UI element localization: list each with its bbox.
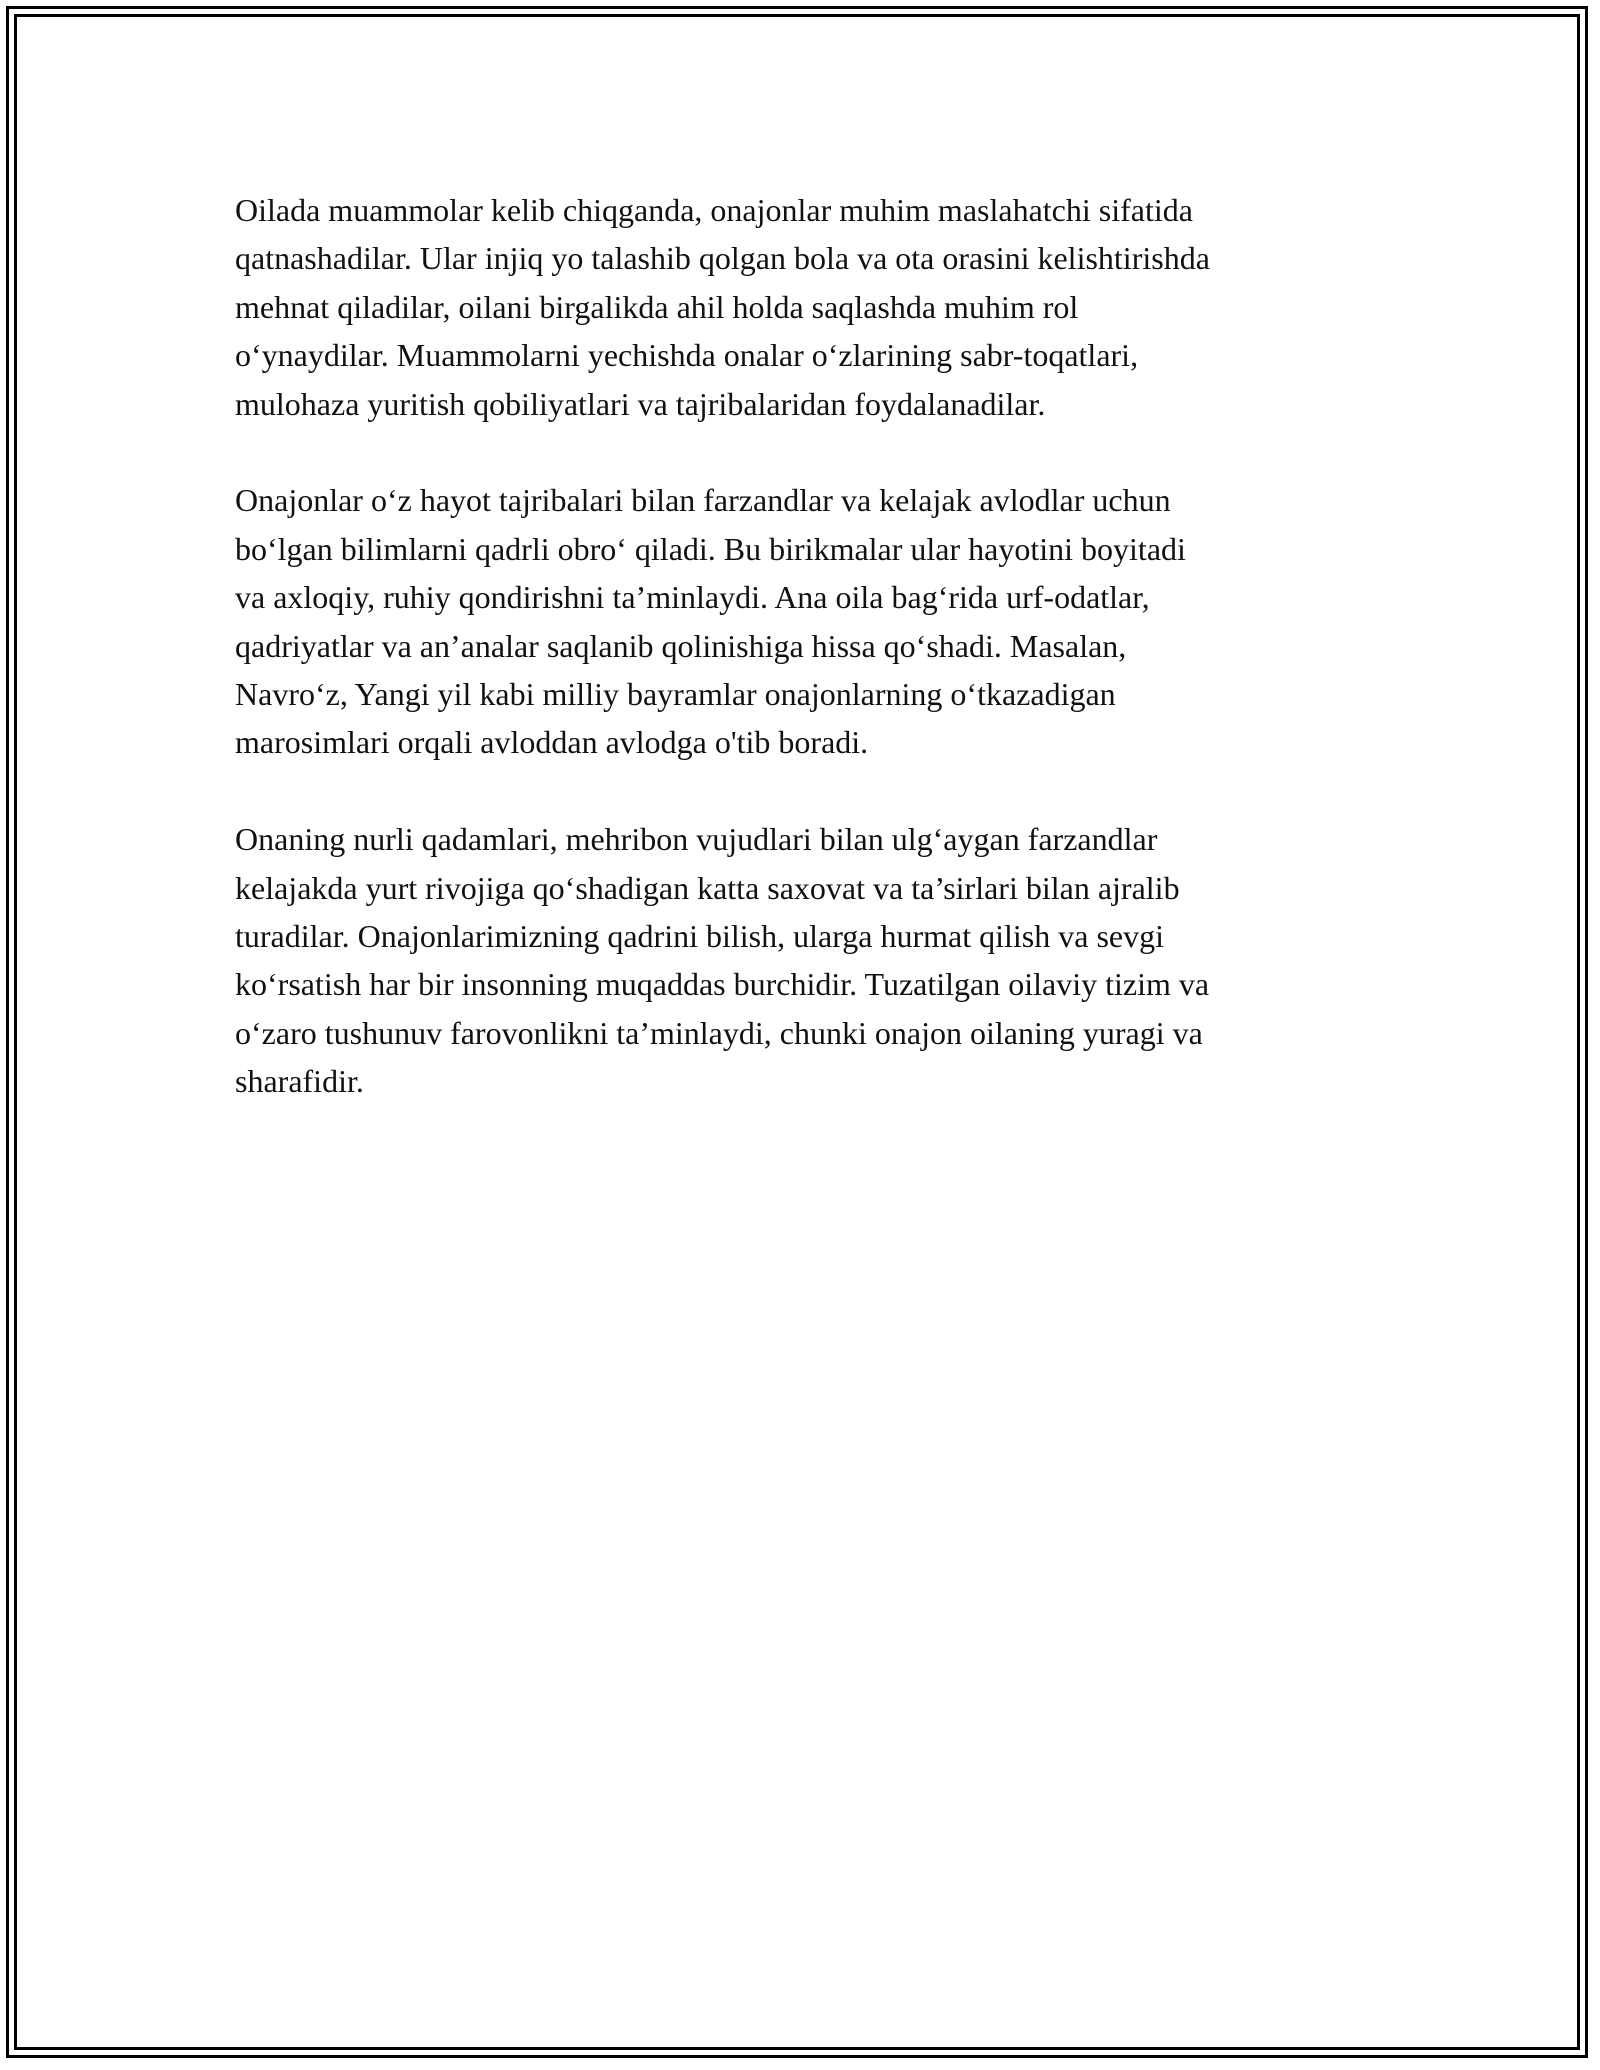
document-body bbox=[235, 186, 1365, 1154]
paragraph-2: Onajonlar o‘z hayot tajribalari bilan farzandlar va kelajak avlodlar uchun bo‘lgan bilimlarni qadrli obro‘ qiladi. Bu birikmalar ular hayotini boyitadi va axloqiy, ruhiy qondirishni ta’minlaydi. Ana oila bag‘rida urf-odatlar, qadriyatlar va an’analar saqlanib qolinishiga hissa qo‘shadi. Masalan, Navro‘z, Yangi yil kabi milliy bayramlar onajonlarning o‘tkazadigan marosimlari orqali avloddan avlodga o'tib boradi. bbox=[235, 482, 1186, 761]
paragraph-1: Oilada muammolar kelib chiqganda, onajonlar muhim maslahatchi sifatida qatnashadilar. Ular injiq yo talashib qolgan bola va ota orasini kelishtirishda mehnat qiladilar, oilani birgalikda ahil holda saqlashda muhim rol o‘ynaydilar. Muammolarni yechishda onalar o‘zlarining sabr-toqatlari, mulohaza yuritish qobiliyatlari va tajribalaridan foydalanadilar. bbox=[235, 192, 1210, 422]
paragraph-3: Onaning nurli qadamlari, mehribon vujudlari bilan ulg‘aygan farzandlar kelajakda yurt rivojiga qo‘shadigan katta saxovat va ta’sirlari bilan ajralib turadilar. Onajonlarimizning qadrini bilish, ularga hurmat qilish va sevgi ko‘rsatish har bir insonning muqaddas burchidir. Tuzatilgan oilaviy tizim va o‘zaro tushunuv farovonlikni ta’minlaydi, chunki onajon oilaning yuragi va sharafidir. bbox=[235, 821, 1210, 1100]
